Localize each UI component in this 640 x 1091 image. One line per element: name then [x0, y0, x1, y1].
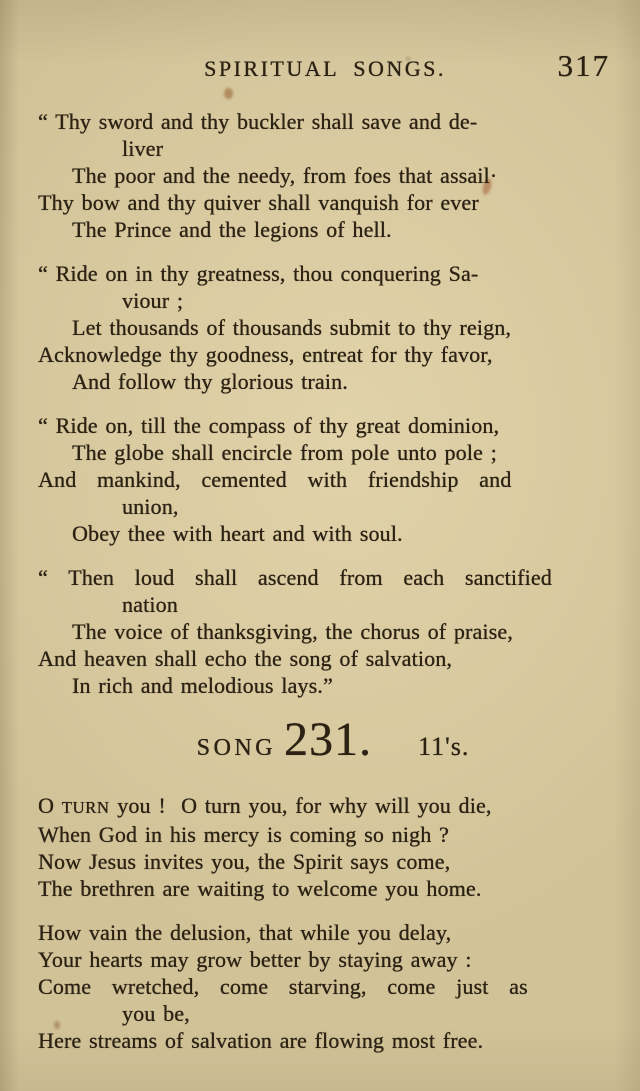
- verse-line: union,: [122, 494, 179, 519]
- song-231-verses: [38, 792, 612, 1054]
- verse-line: Come wretched, come starving, come just as: [38, 974, 528, 999]
- song-label: SONG: [196, 735, 276, 761]
- page-content: [38, 48, 612, 1071]
- verse-line: How vain the delusion, that while you delay,: [38, 920, 452, 945]
- song-number: 231.: [284, 713, 372, 766]
- verse-line: “ Thy sword and thy buckler shall save and de-: [38, 109, 478, 134]
- verse-line: liver: [122, 136, 164, 161]
- page-number: 317: [557, 48, 610, 83]
- song-meter: 11's.: [418, 732, 470, 761]
- stanza: [38, 564, 612, 699]
- verse-line: Obey thee with heart and with soul.: [72, 521, 403, 546]
- verse-line: [38, 792, 612, 821]
- stanza: [38, 919, 612, 1054]
- verse-line: The globe shall encircle from pole unto pole ;: [72, 440, 497, 465]
- verse-line: The poor and the needy, from foes that assail·: [72, 163, 498, 188]
- song-heading: [38, 713, 612, 774]
- stanza: [38, 260, 612, 395]
- running-header: [38, 48, 612, 83]
- stanza: [38, 412, 612, 547]
- verse-line: The brethren are waiting to welcome you home.: [38, 876, 482, 901]
- verse-text: O: [38, 793, 62, 818]
- verse-line: Now Jesus invites you, the Spirit says come,: [38, 849, 451, 874]
- verse-line: Acknowledge thy goodness, entreat for thy favor,: [38, 342, 493, 367]
- verse-line: The Prince and the legions of hell.: [72, 217, 392, 242]
- verse-line: you be,: [122, 1001, 190, 1026]
- stanza: [38, 108, 612, 243]
- verse-line: And follow thy glorious train.: [72, 369, 348, 394]
- verse-line: “ Ride on, till the compass of thy great dominion,: [38, 413, 500, 438]
- page-title: SPIRITUAL SONGS.: [204, 56, 446, 81]
- verse-line: “ Ride on in thy greatness, thou conquering Sa-: [38, 261, 479, 286]
- small-caps-text: TURN: [61, 798, 110, 817]
- verse-line: Here streams of salvation are flowing most free.: [38, 1028, 484, 1053]
- verse-line: In rich and melodious lays.”: [72, 673, 333, 698]
- verse-line: nation: [122, 592, 178, 617]
- verse-line: And heaven shall echo the song of salvation,: [38, 646, 453, 671]
- verse-line: The voice of thanksgiving, the chorus of praise,: [72, 619, 513, 644]
- verse-line: viour ;: [122, 288, 184, 313]
- verse-line: When God in his mercy is coming so nigh ?: [38, 822, 449, 847]
- stanza: [38, 792, 612, 902]
- verse-line: Your hearts may grow better by staying away :: [38, 947, 472, 972]
- verse-line: Let thousands of thousands submit to thy reign,: [72, 315, 512, 340]
- hymn-continuation-verses: [38, 108, 612, 699]
- verse-line: Thy bow and thy quiver shall vanquish for ever: [38, 190, 479, 215]
- verse-text: you ! O turn you, for why will you die,: [109, 793, 492, 818]
- verse-line: And mankind, cemented with friendship and: [38, 467, 512, 492]
- verse-line: “ Then loud shall ascend from each sanctified: [38, 565, 552, 590]
